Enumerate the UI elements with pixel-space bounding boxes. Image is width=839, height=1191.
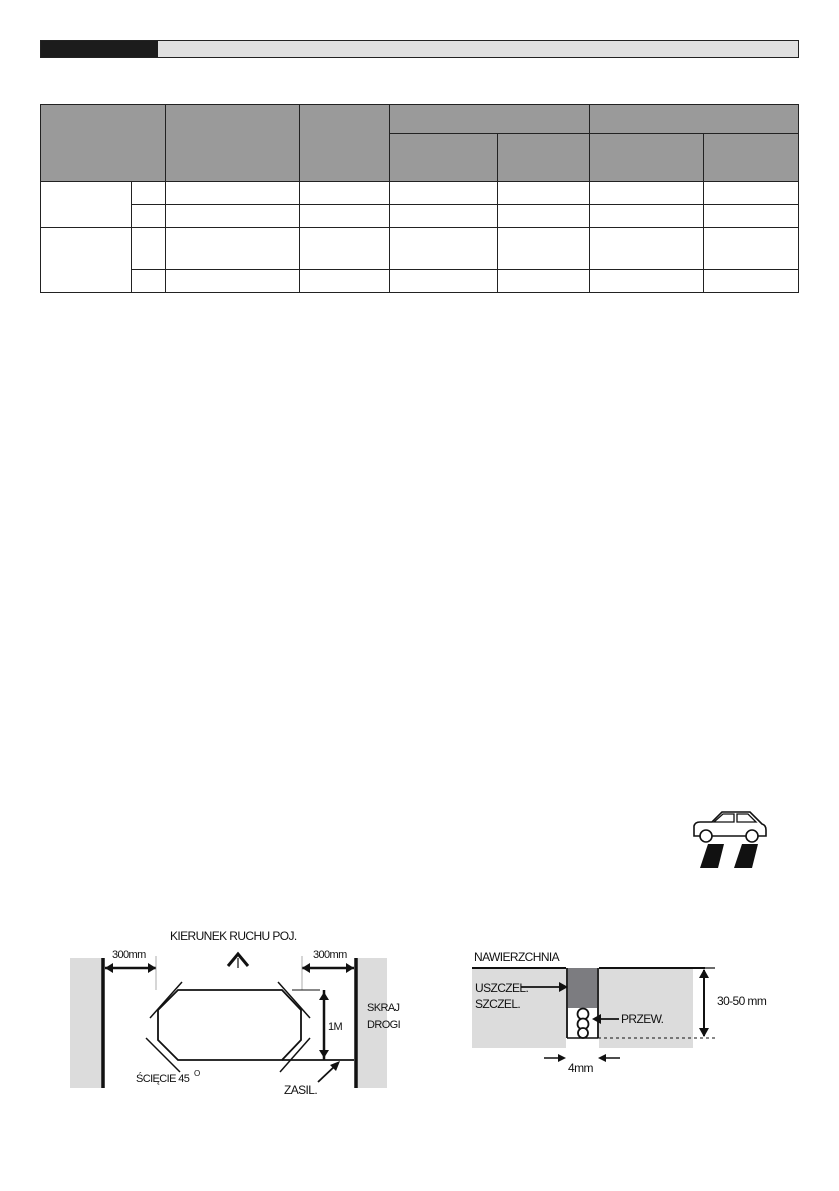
depth-label: 30-50 mm bbox=[717, 994, 767, 1008]
surface-label: NAWIERZCHNIA bbox=[474, 950, 560, 964]
table-subheader-cell bbox=[498, 134, 590, 182]
table-cell bbox=[704, 182, 799, 205]
table-header-group bbox=[590, 105, 799, 134]
table-cell bbox=[704, 205, 799, 228]
loop-outline bbox=[158, 990, 301, 1060]
table-row bbox=[41, 205, 799, 228]
table-cell bbox=[389, 270, 498, 293]
loop-layout-diagram bbox=[60, 920, 420, 1105]
table-cell bbox=[498, 182, 590, 205]
feed-label: ZASIL. bbox=[284, 1083, 318, 1097]
table-cell bbox=[299, 270, 389, 293]
table-subheader-cell bbox=[389, 134, 498, 182]
table-header-cell bbox=[41, 105, 166, 182]
table-header-cell bbox=[165, 105, 299, 182]
header-black-block bbox=[41, 41, 158, 57]
sealant-fill bbox=[568, 968, 597, 1008]
cut-label: ŚCIĘCIE 45 bbox=[136, 1073, 190, 1085]
dim-height-label: 1M bbox=[328, 1021, 343, 1033]
table-subheader-cell bbox=[590, 134, 704, 182]
table-header-group bbox=[389, 105, 590, 134]
table-cell bbox=[590, 228, 704, 270]
cable-label: PRZEW. bbox=[621, 1012, 664, 1026]
seal-label-2: SZCZEL. bbox=[475, 997, 521, 1011]
dim-right-label: 300mm bbox=[313, 949, 347, 961]
road-side-left bbox=[70, 958, 102, 1088]
cut-degree-sup: O bbox=[194, 1069, 200, 1078]
table-row bbox=[41, 270, 799, 293]
table-cell bbox=[299, 205, 389, 228]
seal-label-1: USZCZEL. bbox=[475, 981, 529, 995]
spec-table bbox=[40, 104, 799, 293]
table-cell bbox=[299, 182, 389, 205]
table-cell bbox=[389, 228, 498, 270]
table-cell bbox=[165, 228, 299, 270]
table-group-cell bbox=[41, 182, 132, 228]
road-edge-label-2: DROGI bbox=[367, 1019, 401, 1031]
header-bar bbox=[40, 40, 799, 58]
table-cell bbox=[590, 205, 704, 228]
table-row bbox=[41, 182, 799, 205]
direction-label: KIERUNEK RUCHU POJ. bbox=[170, 929, 297, 943]
table-cell bbox=[389, 205, 498, 228]
cut-section-diagram bbox=[465, 940, 795, 1080]
table-header-cell bbox=[299, 105, 389, 182]
table-subheader-cell bbox=[704, 134, 799, 182]
table-cell bbox=[165, 182, 299, 205]
table-cell bbox=[165, 205, 299, 228]
table-cell bbox=[498, 228, 590, 270]
table-row bbox=[41, 228, 799, 270]
table-cell bbox=[131, 182, 165, 205]
table-cell bbox=[299, 228, 389, 270]
table-cell bbox=[590, 270, 704, 293]
table-cell bbox=[590, 182, 704, 205]
dim-left-label: 300mm bbox=[112, 949, 146, 961]
width-label: 4mm bbox=[568, 1061, 593, 1075]
table-cell bbox=[498, 205, 590, 228]
table-cell bbox=[704, 228, 799, 270]
table-cell bbox=[131, 228, 165, 270]
table-cell bbox=[131, 270, 165, 293]
table-cell bbox=[165, 270, 299, 293]
table-cell bbox=[131, 205, 165, 228]
car-over-loop-icon bbox=[690, 808, 770, 870]
table-cell bbox=[389, 182, 498, 205]
table-cell bbox=[498, 270, 590, 293]
road-edge-label-1: SKRAJ bbox=[367, 1002, 400, 1014]
table-cell bbox=[704, 270, 799, 293]
table-group-cell bbox=[41, 228, 132, 293]
